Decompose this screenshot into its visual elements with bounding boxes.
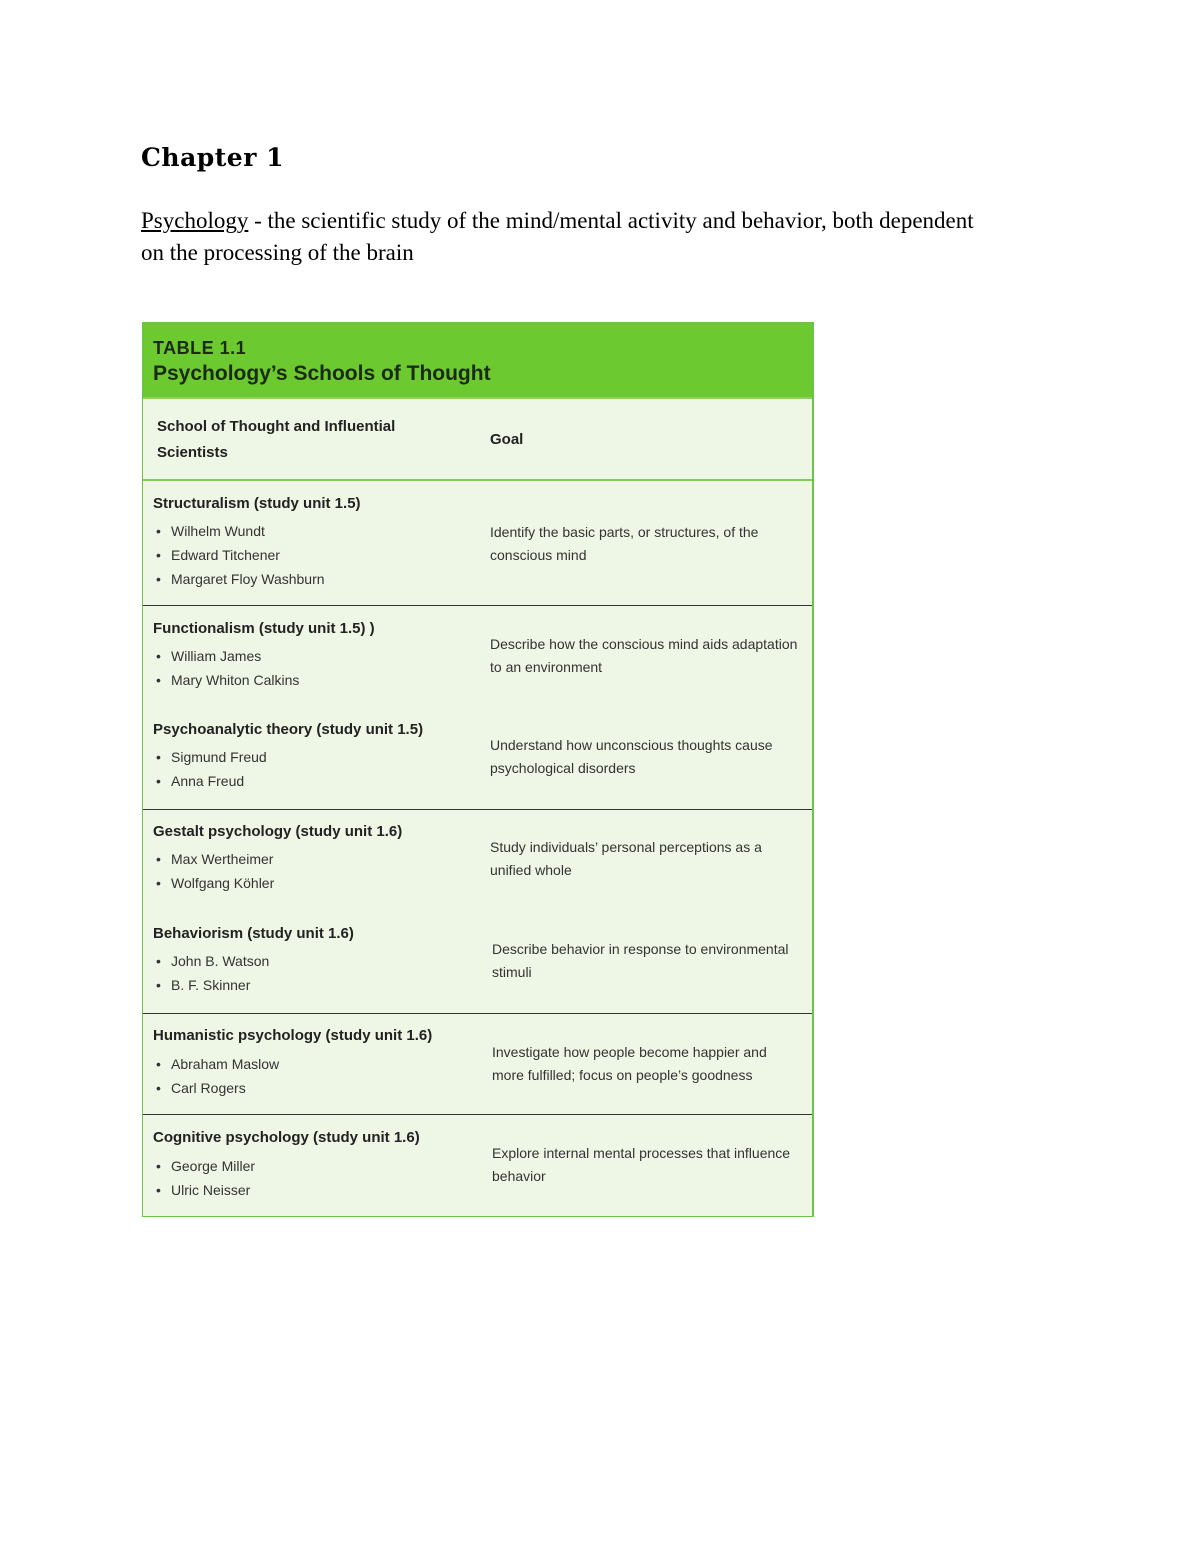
bullet-icon: •	[156, 773, 161, 789]
school-goal: Understand how unconscious thoughts cause psychological disorders	[490, 737, 773, 776]
scientist-item: • William James	[153, 644, 299, 668]
school-name: Functionalism (study unit 1.5) )	[153, 620, 375, 637]
scientist-item: • B. F. Skinner	[153, 973, 269, 997]
schools-of-thought-table	[142, 322, 814, 1217]
table-column-headers	[143, 399, 812, 481]
scientist-item: • Ulric Neisser	[153, 1178, 255, 1202]
table-row	[143, 910, 812, 1013]
table-title: Psychology’s Schools of Thought	[153, 362, 491, 385]
bullet-icon: •	[156, 749, 161, 765]
column-header-goal: Goal	[490, 431, 524, 448]
bullet-icon: •	[156, 953, 161, 969]
table-header	[143, 323, 812, 399]
school-goal: Describe how the conscious mind aids adaptation to an environment	[490, 636, 798, 675]
school-name: Structuralism (study unit 1.5)	[153, 495, 361, 512]
bullet-icon: •	[156, 1056, 161, 1072]
scientist-item: • Max Wertheimer	[153, 847, 274, 871]
scientist-item: • Anna Freud	[153, 769, 267, 793]
bullet-icon: •	[156, 672, 161, 688]
scientist-item: • Mary Whiton Calkins	[153, 668, 299, 692]
bullet-icon: •	[156, 1158, 161, 1174]
school-name: Humanistic psychology (study unit 1.6)	[153, 1027, 433, 1044]
scientist-list	[153, 949, 269, 997]
scientist-list	[153, 847, 274, 895]
bullet-icon: •	[156, 1080, 161, 1096]
school-goal: Study individuals’ personal perceptions as a unified whole	[490, 839, 762, 878]
school-name: Behaviorism (study unit 1.6)	[153, 925, 354, 942]
bullet-icon: •	[156, 977, 161, 993]
scientist-list	[153, 1052, 279, 1100]
column-header-school: School of Thought and Influential Scientists	[157, 418, 396, 461]
bullet-icon: •	[156, 648, 161, 664]
scientist-list	[153, 1154, 255, 1202]
scientist-list	[153, 644, 299, 692]
bullet-icon: •	[156, 875, 161, 891]
table-row	[143, 707, 812, 809]
school-name: Gestalt psychology (study unit 1.6)	[153, 823, 403, 840]
scientist-item: • Edward Titchener	[153, 543, 325, 567]
school-goal: Investigate how people become happier and more fulfilled; focus on people’s goodness	[492, 1044, 767, 1083]
school-goal: Identify the basic parts, or structures, of the conscious mind	[490, 524, 759, 563]
school-name: Cognitive psychology (study unit 1.6)	[153, 1129, 420, 1146]
scientist-item: • Carl Rogers	[153, 1076, 279, 1100]
bullet-icon: •	[156, 547, 161, 563]
bullet-icon: •	[156, 571, 161, 587]
bullet-icon: •	[156, 1182, 161, 1198]
scientist-item: • Abraham Maslow	[153, 1052, 279, 1076]
bullet-icon: •	[156, 851, 161, 867]
psychology-definition	[141, 205, 1001, 269]
scientist-item: • Margaret Floy Washburn	[153, 567, 325, 591]
scientist-item: • Sigmund Freud	[153, 745, 267, 769]
school-name: Psychoanalytic theory (study unit 1.5)	[153, 721, 424, 738]
table-row	[143, 809, 812, 910]
table-row	[143, 1114, 812, 1216]
scientist-item: • George Miller	[153, 1154, 255, 1178]
scientist-list	[153, 519, 325, 591]
definition-term: Psychology	[141, 208, 249, 233]
table-row	[143, 481, 812, 605]
definition-text: - the scientific study of the mind/mental activity and behavior, both dependent on the processing of the brain	[141, 208, 974, 265]
scientist-item: • Wolfgang Köhler	[153, 871, 274, 895]
chapter-heading: Chapter 1	[141, 143, 284, 172]
bullet-icon: •	[156, 523, 161, 539]
table-row	[143, 1013, 812, 1114]
school-goal: Explore internal mental processes that influence behavior	[492, 1145, 791, 1184]
table-number: TABLE 1.1	[153, 338, 247, 358]
scientist-list	[153, 745, 267, 793]
table-row	[143, 605, 812, 707]
scientist-item: • Wilhelm Wundt	[153, 519, 325, 543]
school-goal: Describe behavior in response to environmental stimuli	[492, 941, 789, 980]
scientist-item: • John B. Watson	[153, 949, 269, 973]
